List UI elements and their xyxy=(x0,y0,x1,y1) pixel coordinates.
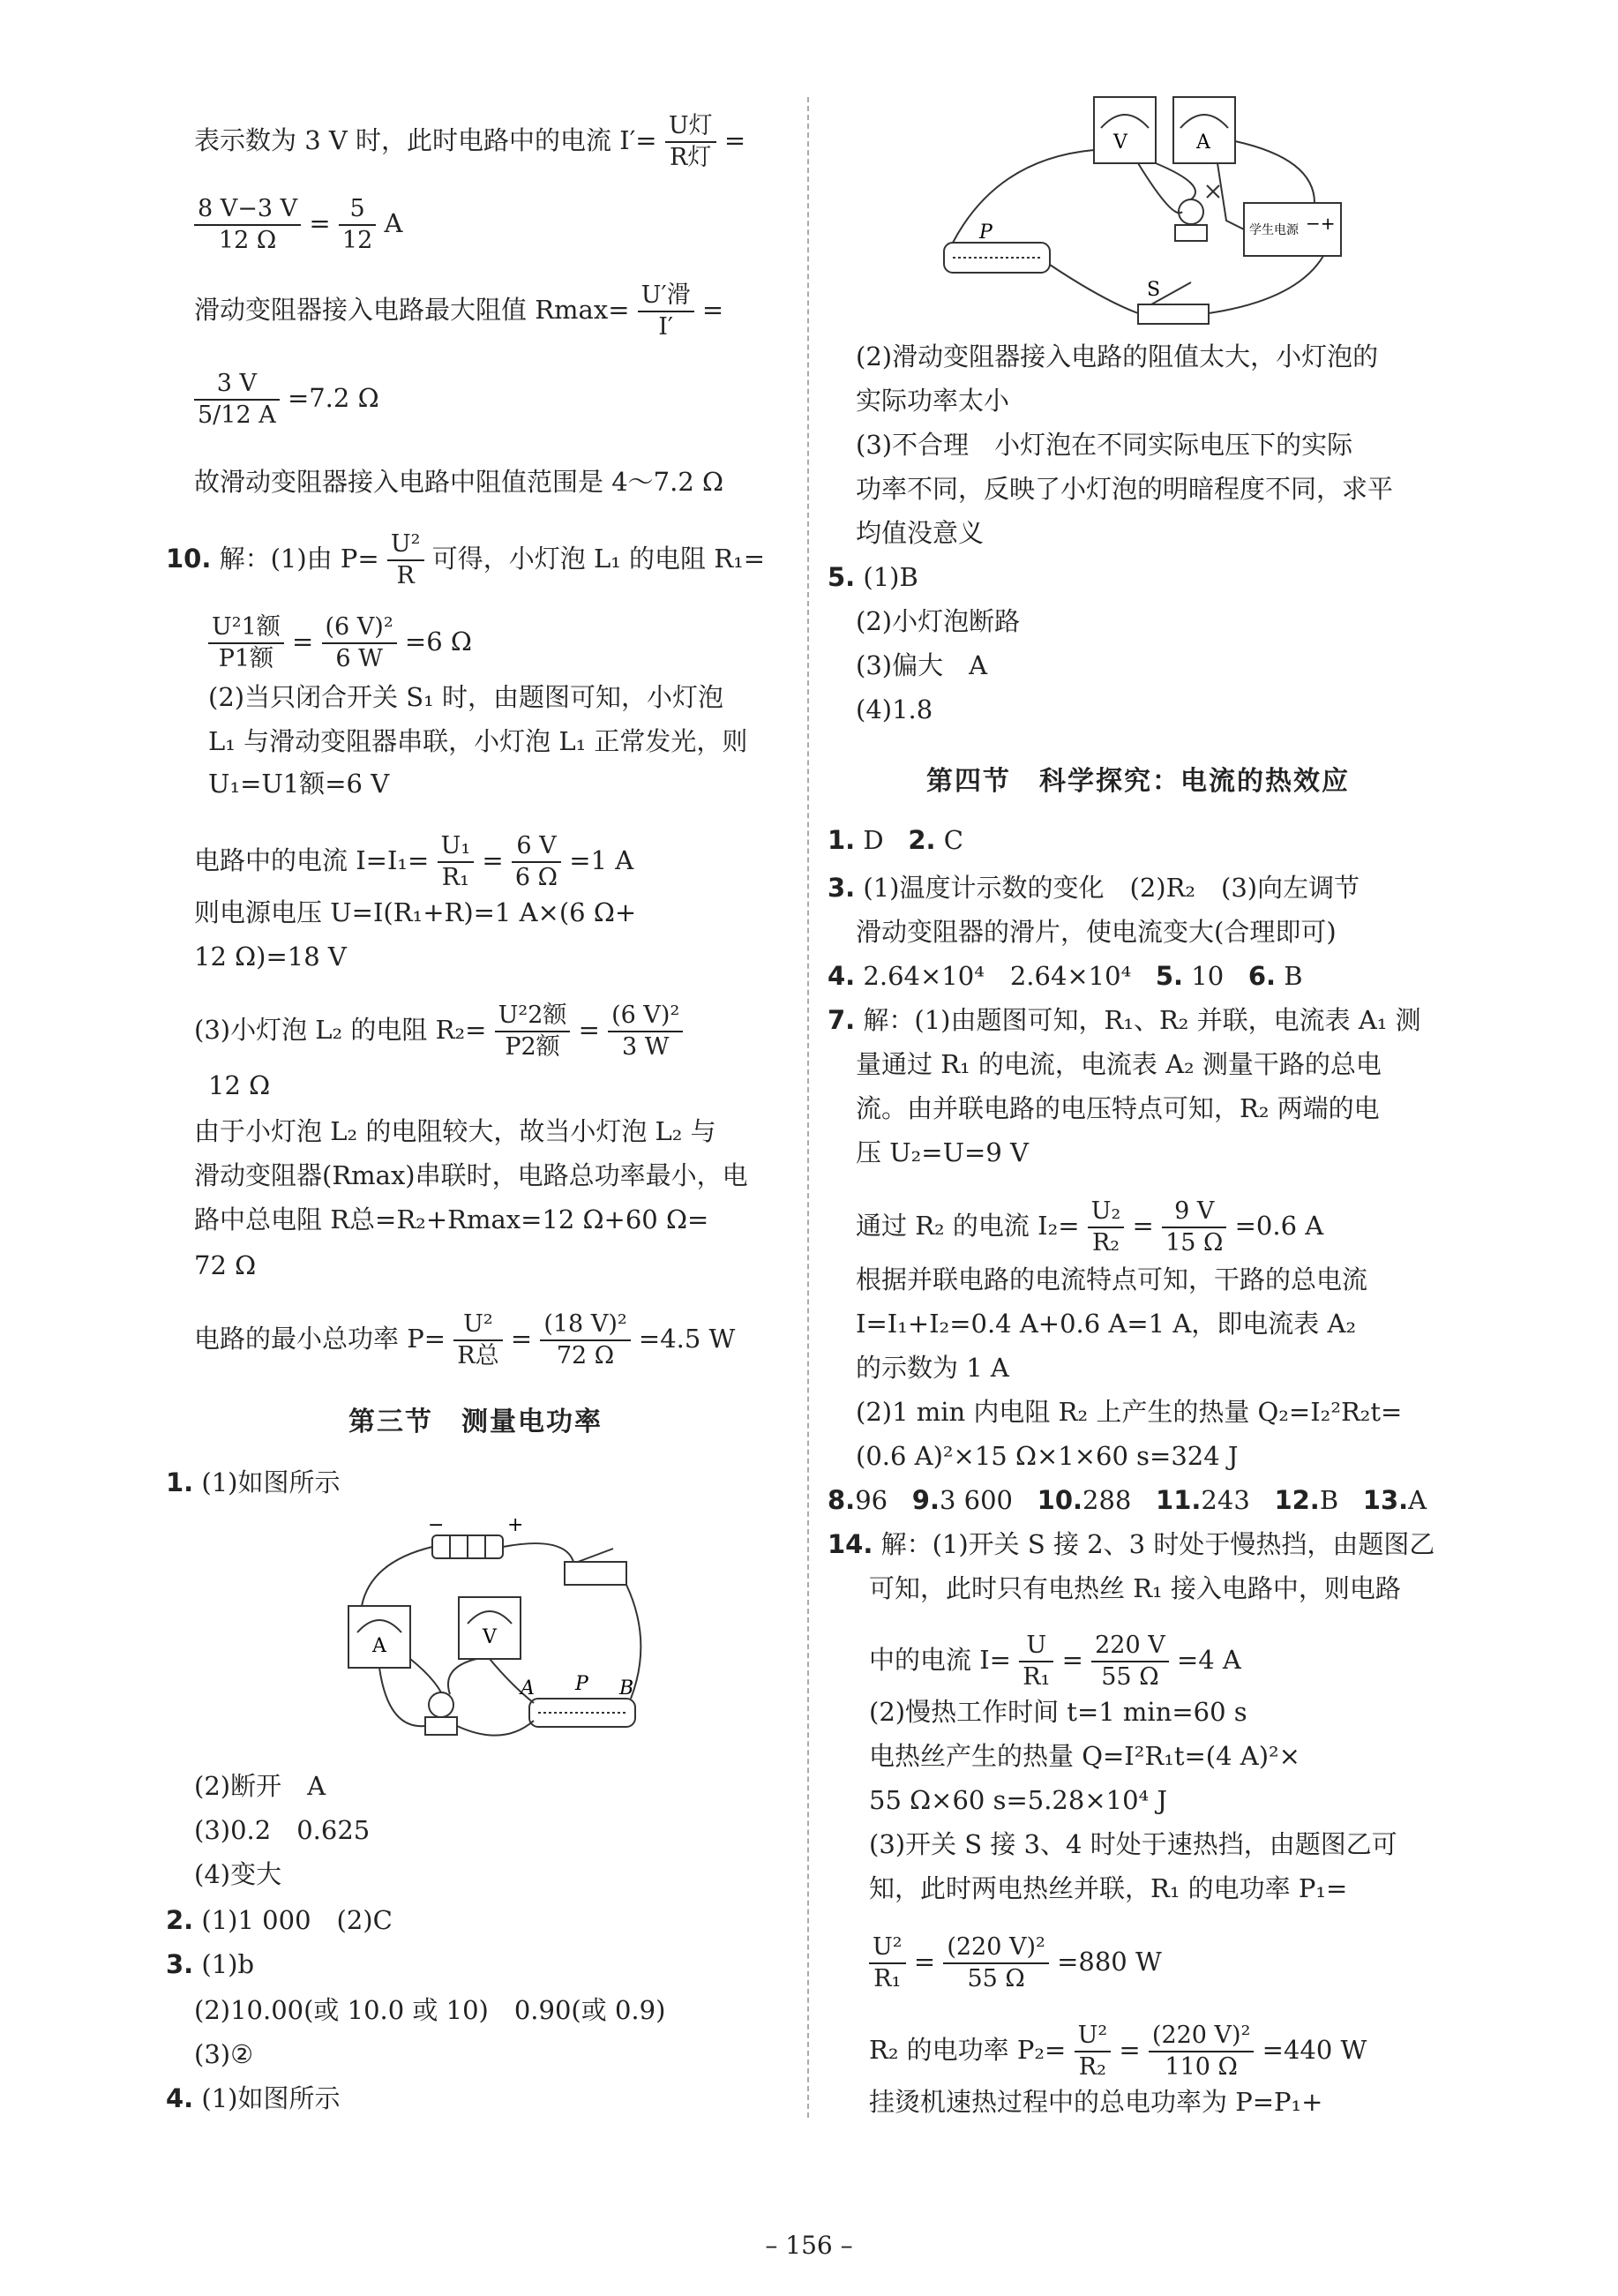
fraction xyxy=(1019,1631,1053,1692)
line: 电热丝产生的热量 Q=I²R₁t=(4 A)²× xyxy=(869,1741,1300,1771)
question-number: 2. xyxy=(166,1905,194,1935)
denominator: R总 xyxy=(453,1339,502,1371)
line xyxy=(208,612,472,674)
fraction xyxy=(540,1309,630,1371)
line: 的示数为 1 A xyxy=(856,1353,1009,1383)
line xyxy=(194,1001,683,1062)
question-number: 13. xyxy=(1362,1485,1409,1515)
result: =4 A xyxy=(1176,1645,1241,1675)
text: 解：(1)由题图可知，R₁、R₂ 并联，电流表 A₁ 测 xyxy=(863,1005,1421,1035)
fraction xyxy=(665,111,716,173)
result: =1 A xyxy=(569,845,634,875)
text: (1)温度计示数的变化 (2)R₂ (3)向左调节 xyxy=(863,873,1360,903)
answer: B xyxy=(1284,961,1303,991)
numerator: (18 V)² xyxy=(543,1310,627,1338)
question-number: 6. xyxy=(1247,961,1277,991)
text: R₂ 的电功率 P₂= xyxy=(869,2035,1067,2065)
fraction xyxy=(194,369,280,431)
equals: = xyxy=(291,627,314,657)
voltmeter-label: V xyxy=(1113,131,1127,154)
question-number: 5. xyxy=(1155,961,1184,991)
answer: A xyxy=(1408,1485,1427,1515)
result: =6 Ω xyxy=(404,627,472,657)
fraction xyxy=(1088,1197,1125,1258)
fraction xyxy=(453,1309,502,1371)
fraction xyxy=(339,194,376,256)
question-number: 10. xyxy=(166,544,212,574)
fraction xyxy=(387,529,424,591)
denominator: R₂ xyxy=(1088,1227,1125,1258)
switch xyxy=(1138,304,1209,324)
fraction xyxy=(1162,1197,1226,1258)
equals: = xyxy=(578,1015,600,1045)
line: 12 Ω xyxy=(208,1070,271,1100)
denominator: R灯 xyxy=(665,141,716,173)
voltmeter-label: V xyxy=(483,1626,497,1648)
line: (3)不合理 小灯泡在不同实际电压下的实际 xyxy=(856,430,1353,460)
line: 则电源电压 U=I(R₁+R)=1 A×(6 Ω+ xyxy=(194,897,637,927)
line: (2)断开 A xyxy=(194,1771,326,1801)
question-number: 4. xyxy=(166,2083,194,2113)
result: =4.5 W xyxy=(638,1324,736,1354)
question-number: 11. xyxy=(1156,1485,1202,1515)
text: 通过 R₂ 的电流 I₂= xyxy=(856,1211,1080,1241)
power-supply-label: 学生电源 xyxy=(1249,223,1299,237)
numerator: (220 V)² xyxy=(947,1933,1045,1961)
equals: = xyxy=(482,845,504,875)
circuit-diagram-1 xyxy=(335,1509,653,1765)
bulb xyxy=(1179,199,1203,224)
line: 55 Ω×60 s=5.28×10⁴ J xyxy=(869,1785,1168,1815)
line: 由于小灯泡 L₂ 的电阻较大，故当小灯泡 L₂ 与 xyxy=(194,1116,716,1146)
line: 72 Ω xyxy=(194,1250,257,1280)
line: (4)变大 xyxy=(194,1859,282,1889)
line xyxy=(869,1932,1162,1994)
line: (0.6 A)²×15 Ω×1×60 s=324 J xyxy=(856,1441,1239,1471)
line xyxy=(194,281,723,342)
column-divider xyxy=(807,97,809,2118)
line: U₁=U1额=6 V xyxy=(208,769,390,799)
denominator: 55 Ω xyxy=(943,1962,1049,1994)
fraction xyxy=(438,831,475,893)
text: (1)1 000 (2)C xyxy=(201,1905,393,1935)
switch xyxy=(565,1562,626,1585)
denominator: 110 Ω xyxy=(1149,2051,1255,2082)
terminal-b-label: B xyxy=(619,1677,634,1699)
question-number: 3. xyxy=(828,873,856,903)
line: (2)小灯泡断路 xyxy=(856,606,1021,636)
answer: 96 xyxy=(855,1485,888,1515)
line: (2)1 min 内电阻 R₂ 上产生的热量 Q₂=I₂²R₂t= xyxy=(856,1397,1403,1427)
line: I=I₁+I₂=0.4 A+0.6 A=1 A，即电流表 A₂ xyxy=(856,1309,1357,1339)
text: (3)小灯泡 L₂ 的电阻 R₂= xyxy=(194,1015,487,1045)
fraction xyxy=(869,1932,906,1994)
text: (1)如图所示 xyxy=(201,2083,341,2113)
text: 滑动变阻器接入电路最大阻值 Rmax= xyxy=(194,295,630,325)
line: (2)当只闭合开关 S₁ 时，由题图可知，小灯泡 xyxy=(208,682,724,712)
fraction xyxy=(495,1001,571,1062)
denominator: R xyxy=(387,559,424,591)
line xyxy=(828,1482,1427,1518)
text: 电路中的电流 I=I₁= xyxy=(194,845,430,875)
ammeter-label: A xyxy=(1196,131,1210,154)
question-number: 1. xyxy=(828,825,856,855)
equals: = xyxy=(913,1947,936,1977)
numerator: 8 V−3 V xyxy=(198,195,298,222)
line xyxy=(166,1947,254,1982)
circuit-diagram-2 xyxy=(926,88,1350,335)
text: 中的电流 I= xyxy=(869,1645,1011,1675)
numerator: U² xyxy=(390,530,421,558)
line xyxy=(166,529,765,591)
numerator: U′滑 xyxy=(640,281,691,309)
text: 可得，小灯泡 L₁ 的电阻 R₁= xyxy=(431,544,766,574)
answer: B xyxy=(1319,1485,1339,1515)
numerator: U₁ xyxy=(440,832,471,859)
ammeter-label: A xyxy=(372,1635,386,1657)
line xyxy=(828,822,963,858)
line: 知，此时两电热丝并联，R₁ 的电功率 P₁= xyxy=(869,1873,1348,1903)
numerator: U² xyxy=(1077,2022,1108,2049)
denominator: 12 Ω xyxy=(194,224,301,256)
answer: 2.64×10⁴ 2.64×10⁴ xyxy=(863,961,1132,991)
denominator: R₁ xyxy=(1019,1661,1053,1692)
equals: = xyxy=(1132,1211,1154,1241)
bulb xyxy=(429,1692,453,1717)
answer: 10 xyxy=(1191,961,1225,991)
numerator: (220 V)² xyxy=(1151,2022,1251,2049)
question-number: 8. xyxy=(828,1485,856,1515)
fraction xyxy=(208,612,284,674)
result: =440 W xyxy=(1262,2035,1367,2065)
denominator: 12 xyxy=(339,224,376,256)
numerator: U² xyxy=(463,1310,493,1338)
question-number: 4. xyxy=(828,961,856,991)
question-number: 1. xyxy=(166,1467,194,1497)
line: 滑动变阻器的滑片，使电流变大(合理即可) xyxy=(856,917,1337,947)
line xyxy=(828,958,1303,994)
equals: = xyxy=(701,295,724,325)
line xyxy=(856,1197,1323,1258)
line xyxy=(194,369,379,431)
denominator: 55 Ω xyxy=(1091,1661,1169,1692)
question-number: 10. xyxy=(1037,1485,1083,1515)
numerator: U₂ xyxy=(1090,1197,1121,1225)
equals: = xyxy=(723,125,746,155)
line: 挂烫机速热过程中的总电功率为 P=P₁+ xyxy=(869,2087,1323,2117)
line: 实际功率太小 xyxy=(856,386,1010,416)
numerator: 3 V xyxy=(216,370,257,397)
fraction xyxy=(322,612,397,674)
line: 故滑动变阻器接入电路中阻值范围是 4～7.2 Ω xyxy=(194,467,724,497)
result: =0.6 A xyxy=(1234,1211,1324,1241)
answer: 3 600 xyxy=(939,1485,1013,1515)
line xyxy=(194,831,633,893)
text: 解：(1)由 P= xyxy=(219,544,379,574)
line: 12 Ω)=18 V xyxy=(194,942,347,972)
equals: = xyxy=(1061,1645,1083,1675)
line: 可知，此时只有电热丝 R₁ 接入电路中，则电路 xyxy=(869,1573,1401,1603)
question-number: 7. xyxy=(828,1005,856,1035)
numerator: 6 V xyxy=(516,832,557,859)
line xyxy=(194,194,402,256)
denominator: 3 W xyxy=(608,1031,683,1062)
question-number: 14. xyxy=(828,1529,873,1559)
question-number: 3. xyxy=(166,1949,194,1979)
question-number: 9. xyxy=(911,1485,940,1515)
denominator: P1额 xyxy=(208,642,284,674)
line: (3)开关 S 接 3、4 时处于速热挡，由题图乙可 xyxy=(869,1829,1397,1859)
denominator: I′ xyxy=(638,311,694,342)
denominator: R₂ xyxy=(1075,2051,1112,2082)
numerator: (6 V)² xyxy=(611,1002,680,1029)
answer: 243 xyxy=(1201,1485,1250,1515)
denominator: 15 Ω xyxy=(1162,1227,1226,1258)
slider-p-label: P xyxy=(575,1673,588,1695)
numerator: U xyxy=(1026,1632,1047,1659)
question-number: 5. xyxy=(828,562,856,592)
line: (3)② xyxy=(194,2039,254,2069)
numerator: U灯 xyxy=(668,112,713,139)
line: 滑动变阻器(Rmax)串联时，电路总功率最小，电 xyxy=(194,1160,748,1190)
text: 解：(1)开关 S 接 2、3 时处于慢热挡，由题图乙 xyxy=(880,1529,1435,1559)
minus-label: − xyxy=(428,1514,445,1536)
result: =7.2 Ω xyxy=(287,383,379,413)
line: (2)慢热工作时间 t=1 min=60 s xyxy=(869,1697,1247,1727)
fraction xyxy=(194,194,301,256)
question-number: 2. xyxy=(908,825,936,855)
page-number: – 156 – xyxy=(765,2231,853,2260)
denominator: 72 Ω xyxy=(540,1339,630,1371)
fraction xyxy=(1075,2021,1112,2082)
line: 压 U₂=U=9 V xyxy=(856,1137,1029,1167)
fraction xyxy=(512,831,561,893)
fraction xyxy=(1091,1631,1169,1692)
fraction xyxy=(638,281,694,342)
numerator: (6 V)² xyxy=(325,613,393,641)
line: (3)偏大 A xyxy=(856,650,988,680)
result: =880 W xyxy=(1057,1947,1162,1977)
numerator: 9 V xyxy=(1174,1197,1215,1225)
line xyxy=(828,1002,1421,1038)
text: (1)B xyxy=(863,562,918,592)
line xyxy=(166,1465,341,1500)
denominator: R₁ xyxy=(869,1962,906,1994)
equals: = xyxy=(510,1324,533,1354)
slider-p-label: P xyxy=(979,221,993,244)
equals: = xyxy=(309,208,331,238)
numerator: U² xyxy=(873,1933,903,1961)
unit: A xyxy=(384,208,403,238)
line: 路中总电阻 R总=R₂+Rmax=12 Ω+60 Ω= xyxy=(194,1204,709,1234)
line: 均值没意义 xyxy=(856,518,985,548)
numerator: 220 V xyxy=(1095,1632,1165,1659)
line xyxy=(828,559,918,595)
line: 根据并联电路的电流特点可知，干路的总电流 xyxy=(856,1264,1368,1294)
numerator: U²2额 xyxy=(498,1002,567,1029)
section-title: 第四节 科学探究：电流的热效应 xyxy=(926,766,1350,797)
terminal-a-label: A xyxy=(521,1677,535,1699)
text: 电路的最小总功率 P= xyxy=(194,1324,446,1354)
line: 量通过 R₁ 的电流，电流表 A₂ 测量干路的总电 xyxy=(856,1049,1382,1079)
denominator: 6 W xyxy=(322,642,397,674)
text: (1)b xyxy=(201,1949,255,1979)
text: (1)如图所示 xyxy=(201,1467,341,1497)
numerator: 5 xyxy=(349,195,365,222)
line xyxy=(828,1527,1434,1562)
denominator: 6 Ω xyxy=(512,861,561,893)
line xyxy=(194,111,745,173)
denominator: R₁ xyxy=(438,861,475,893)
line xyxy=(166,2081,341,2116)
line xyxy=(828,870,1360,905)
denominator: P2额 xyxy=(495,1031,571,1062)
line: (2)10.00(或 10.0 或 10) 0.90(或 0.9) xyxy=(194,1995,666,2025)
line xyxy=(869,1631,1241,1692)
question-number: 12. xyxy=(1274,1485,1320,1515)
answer: D xyxy=(863,825,884,855)
plus-label: + xyxy=(507,1514,524,1536)
line: (2)滑动变阻器接入电路的阻值太大，小灯泡的 xyxy=(856,341,1379,371)
line xyxy=(869,2021,1367,2082)
polarity-label: −+ xyxy=(1306,213,1336,234)
equals: = xyxy=(1119,2035,1141,2065)
section-title: 第三节 测量电功率 xyxy=(348,1407,603,1437)
line xyxy=(194,1309,735,1371)
fraction xyxy=(608,1001,683,1062)
line xyxy=(166,1902,393,1938)
answer: 288 xyxy=(1082,1485,1132,1515)
text: 表示数为 3 V 时，此时电路中的电流 I′= xyxy=(194,125,657,155)
line: 流。由并联电路的电压特点可知，R₂ 两端的电 xyxy=(856,1093,1380,1123)
line: 功率不同，反映了小灯泡的明暗程度不同，求平 xyxy=(856,474,1394,504)
switch-label: S xyxy=(1147,279,1161,301)
line: L₁ 与滑动变阻器串联，小灯泡 L₁ 正常发光，则 xyxy=(208,726,748,756)
numerator: U²1额 xyxy=(212,613,281,641)
answer: C xyxy=(943,825,963,855)
fraction xyxy=(943,1932,1049,1994)
line: (3)0.2 0.625 xyxy=(194,1815,371,1845)
fraction xyxy=(1149,2021,1255,2082)
denominator: 5/12 A xyxy=(194,399,280,431)
line: (4)1.8 xyxy=(856,694,933,724)
